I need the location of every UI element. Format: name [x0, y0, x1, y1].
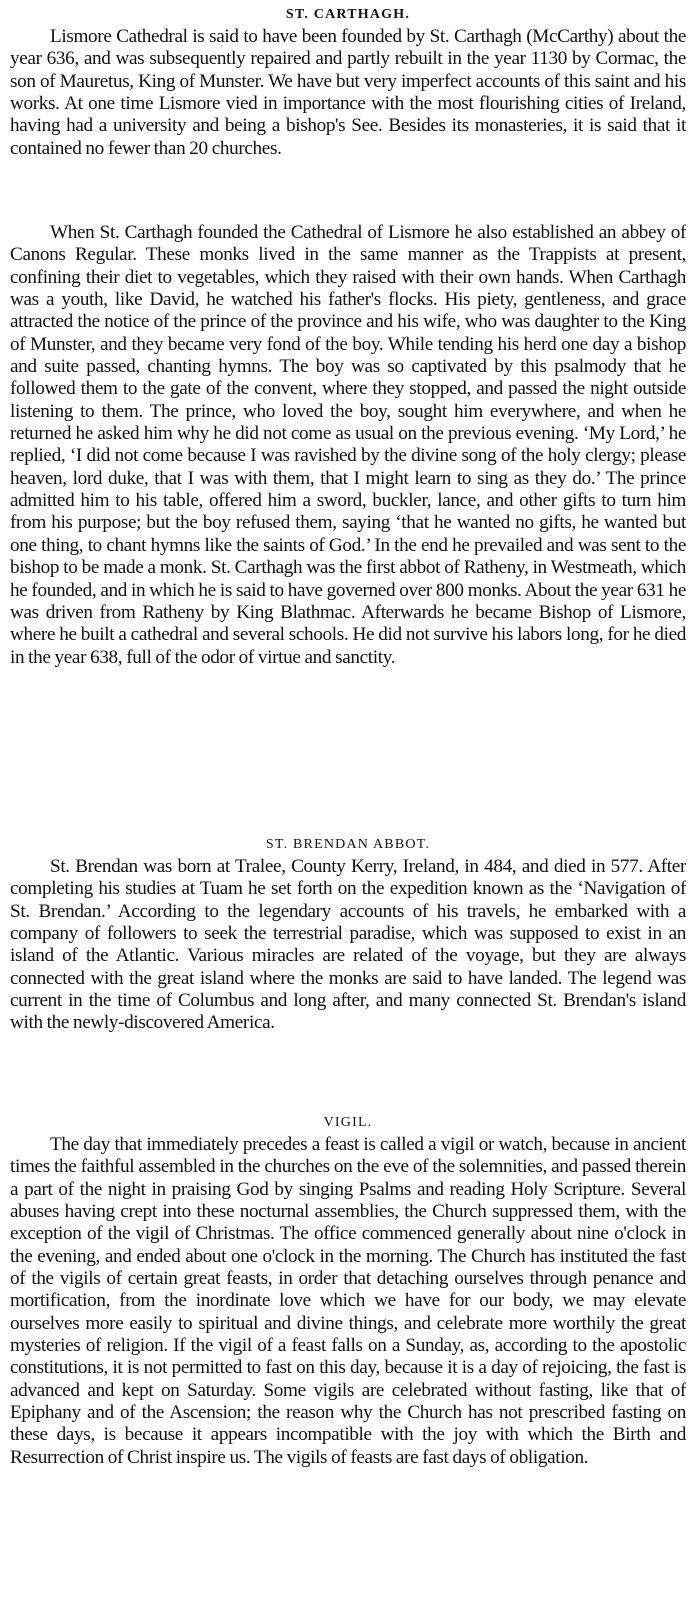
- section-st-brendan: [10, 856, 686, 1112]
- section-heading-vigil: VIGIL.: [323, 1115, 373, 1130]
- paragraph: The day that immediately precedes a feast is called a vigil or watch, because in ancient times the faithful assembled in the churches on the eve of the solemnities, and passed therein a part of the night in praising God by singing Psalms and reading Holy Scripture. Several abuses having crept into these nocturnal assemblies, the Church suppressed them, with the exception of the vigil of Christmas. The office commenced generally about nine o'clock in the evening, and ended about one o'clock in the morning. The Church has instituted the fast of the vigils of certain great feasts, in order that detaching ourselves through penance and mortification, from the inordinate love which we have for our body, we may elevate ourselves more easily to spiritual and divine things, and celebrate more worthily the great mysteries of religion. If the vigil of a feast falls on a Sunday, as, according to the apostolic constitutions, it is not permitted to fast on this day, because it is a day of rejoicing, the fast is advanced and kept on Saturday. Some vigils are celebrated without fasting, like that of Epiphany and of the Ascension; the reason why the Church has not prescribed fasting on these days, is because it appears incompatible with the joy with which the Birth and Resurrection of Christ inspire us. The vigils of feasts are fast days of obligation.: [10, 1134, 686, 1468]
- paragraph: St. Brendan was born at Tralee, County Kerry, Ireland, in 484, and died in 577. After completing his studies at Tuam he set forth on the expedition known as the ‘Navigation of St. Brendan.’ According to the legendary accounts of his travels, he embarked with a company of followers to seek the terrestrial paradise, which was supposed to exist in an island of the Atlantic. Various miracles are related of the voyage, but they are always connected with the great island where the monks are said to have landed. The legend was current in the time of Columbus and long after, and many connected St. Brendan's island with the newly-discovered America.: [10, 856, 686, 1034]
- section-heading-st-brendan: ST. BRENDAN ABBOT.: [265, 837, 431, 852]
- section-st-carthagh-body: [10, 222, 686, 834]
- paragraph: Lismore Cathedral is said to have been founded by St. Carthagh (McCarthy) about the year 636, and was subsequently repaired and partly rebuilt in the year 1130 by Cormac, the son of Mauretus, King of Munster. We have but very imperfect accounts of this saint and his works. At one time Lismore vied in importance with the most flourishing cities of Ireland, having had a university and being a bishop's See. Besides its monasteries, it is said that it contained no fewer than 20 churches.: [10, 26, 686, 159]
- section-vigil: [10, 1134, 686, 1602]
- section-st-carthagh-intro: [10, 26, 686, 222]
- paragraph: When St. Carthagh founded the Cathedral of Lismore he also established an abbey of Canons Regular. These monks lived in the same manner as the Trappists at present, confining their diet to vegetables, which they raised with their own hands. When Carthagh was a youth, like David, he watched his father's flocks. His piety, gentleness, and grace attracted the notice of the prince of the province and his wife, who was daughter to the King of Munster, and they became very fond of the boy. While tending his herd one day a bishop and suite passed, chanting hymns. The boy was so captivated by this psalmody that he followed them to the gate of the convent, where they stopped, and passed the night outside listening to them. The prince, who loved the boy, sought him everywhere, and when he returned he asked him why he did not come as usual on the previous evening. ‘My Lord,’ he replied, ‘I did not come because I was ravished by the divine song of the holy clergy; please heaven, lord duke, that I was with them, that I might learn to sing as they do.’ The prince admitted him to his table, offered him a sword, buckler, lance, and other gifts to turn him from his purpose; but the boy refused them, saying ‘that he wanted no gifts, he wanted but one thing, to chant hymns like the saints of God.’ In the end he prevailed and was sent to the bishop to be made a monk. St. Carthagh was the first abbot of Ratheny, in Westmeath, which he founded, and in which he is said to have governed over 800 monks. About the year 631 he was driven from Ratheny by King Blathmac. Afterwards he became Bishop of Lismore, where he built a cathedral and several schools. He did not survive his labors long, for he died in the year 638, full of the odor of virtue and sanctity.: [10, 222, 686, 668]
- section-heading-st-carthagh: ST. CARTHAGH.: [285, 7, 411, 22]
